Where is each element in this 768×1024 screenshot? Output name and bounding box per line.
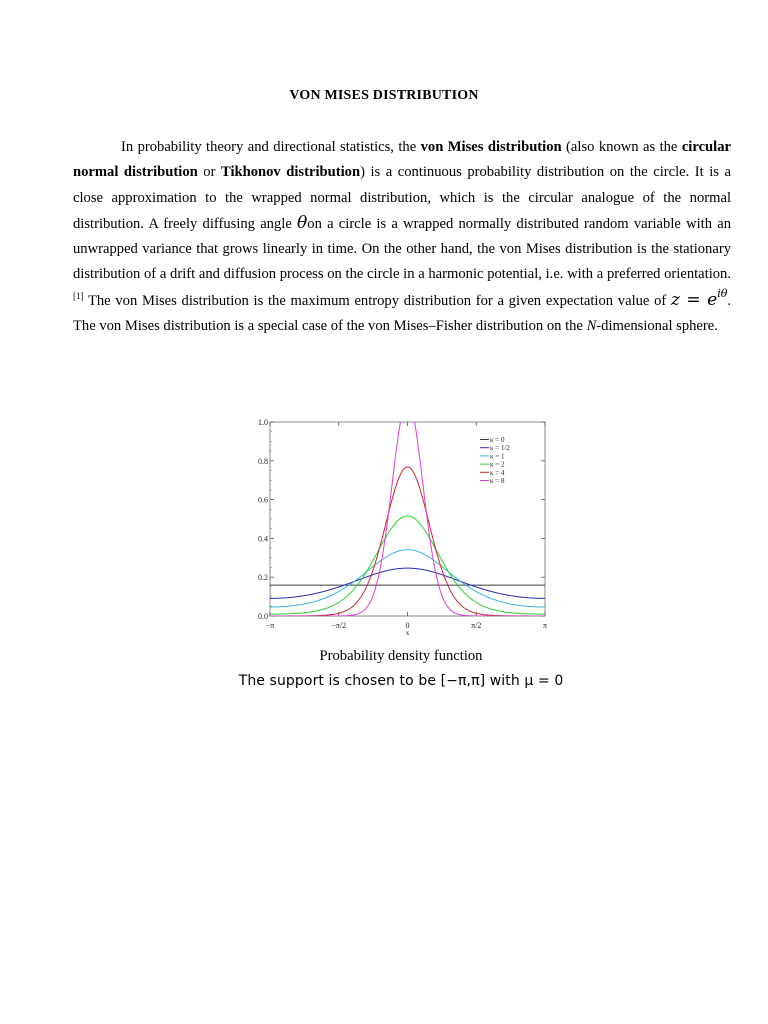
x-tick-label-2: 0 [405,621,410,630]
x-tick-label-3: π/2 [471,621,482,630]
legend-label-1: κ = 1/2 [490,444,510,453]
legend-label-5: κ = 8 [490,477,505,485]
reference-marker[interactable]: [1] [73,290,84,301]
figure-caption: Probability density function [319,648,483,664]
series-line-1 [270,568,545,598]
x-tick-label-0: −π [265,621,275,630]
x-tick-label-1: −π/2 [331,621,347,630]
legend-label-2: κ = 1 [490,452,505,461]
body-paragraph: In probability theory and directional statistics, the von Mises distribution (also known as the circular normal distribution or Tikhonov distribution) is a continuous probability distribution on the circle. It is a close approximation to the wrapped normal distribution, which is the circular analogue of the normal distribution. A freely diffusing angle θon a circle is a wrapped normally distributed random variable with an unwrapped variance that grows linearly in time. On the other hand, the von Mises distribution is the stationary distribution of a drift and diffusion process on the circle in a harmonic potential, i.e. with a preferred orientation.[1] The von Mises distribution is the maximum entropy distribution for a given expectation value of $z = e^{i\theta}$. The von Mises distribution is a special case of the von Mises–Fisher distribution on the N-dimensional sphere. [73,139,731,335]
legend-label-4: κ = 4 [490,468,505,477]
x-tick-label-4: π [542,621,548,630]
series-line-4 [270,467,545,616]
legend-label-3: κ = 2 [490,460,505,469]
y-tick-label-5: 1.0 [258,418,268,427]
series-line-2 [270,550,545,607]
y-tick-label-4: 0.8 [258,456,268,466]
y-tick-label-2: 0.4 [258,534,268,544]
figure-subcaption: The support is chosen to be [−π,π] with μ = 0 [238,673,564,689]
pdf-chart [250,416,556,640]
series-line-3 [270,516,545,614]
y-tick-label-3: 0.6 [258,495,268,505]
term-von-mises: von Mises distribution [420,139,562,155]
term-tikhonov: Tikhonov distribution [220,164,361,181]
document-title: VON MISES DISTRIBUTION [289,88,479,103]
legend-label-0: κ = 0 [490,436,505,444]
term-circular-normal: circular normal distribution [73,139,731,181]
y-tick-label-0: 0.0 [258,612,268,621]
y-tick-label-1: 0.2 [258,573,268,583]
math-theta: θ [297,212,308,233]
math-z-equals: $z = e^{i\theta}$ [670,286,728,310]
n-variable: N [586,318,597,335]
x-axis-label: x [405,629,410,637]
